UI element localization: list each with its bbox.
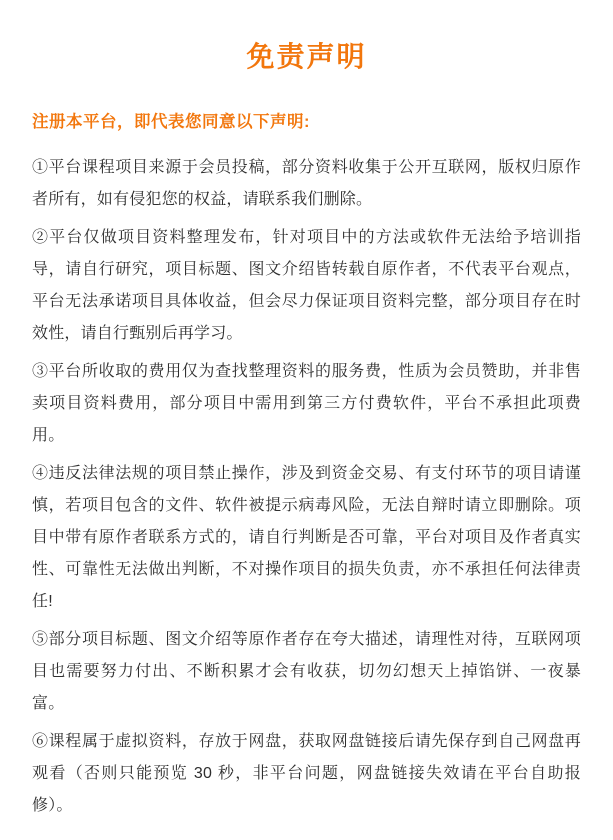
page-title: 免责声明 — [246, 41, 367, 72]
clause-item: ⑥课程属于虚拟资料，存放于网盘，获取网盘链接后请先保存到自己网盘再观看（否则只能预览 30 秒，非平台问题，网盘链接失效请在平台自助报修）。 — [32, 732, 581, 814]
clause-item: ③平台所收取的费用仅为查找整理资料的服务费，性质为会员赞助，并非售卖项目资料费用，部分项目中需用到第三方付费软件，平台不承担此项费用。 — [32, 362, 581, 444]
consent-statement: 注册本平台，即代表您同意以下声明: — [32, 112, 310, 131]
clause-item: ①平台课程项目来源于会员投稿，部分资料收集于公开互联网，版权归原作者所有，如有侵犯您的权益，请联系我们删除。 — [32, 158, 581, 208]
clause-item: ②平台仅做项目资料整理发布，针对项目中的方法或软件无法给予培训指导，请自行研究，项目标题、图文介绍皆转载自原作者，不代表平台观点，平台无法承诺项目具体收益，但会尽力保证项目资料完整，部分项目存在时效性，请自行甄别后再学习。 — [32, 228, 581, 342]
clause-item: ⑤部分项目标题、图文介绍等原作者存在夸大描述，请理性对待，互联网项目也需要努力付出、不断积累才会有收获，切勿幻想天上掉馅饼、一夜暴富。 — [32, 630, 581, 712]
clause-item: ④违反法律法规的项目禁止操作，涉及到资金交易、有支付环节的项目请谨慎，若项目包含的文件、软件被提示病毒风险，无法自辩时请立即删除。项目中带有原作者联系方式的，请自行判断是否可靠，平台对项目及作者真实性、可靠性无法做出判断，不对操作项目的损失负责，亦不承担任何法律责任! — [32, 464, 581, 610]
